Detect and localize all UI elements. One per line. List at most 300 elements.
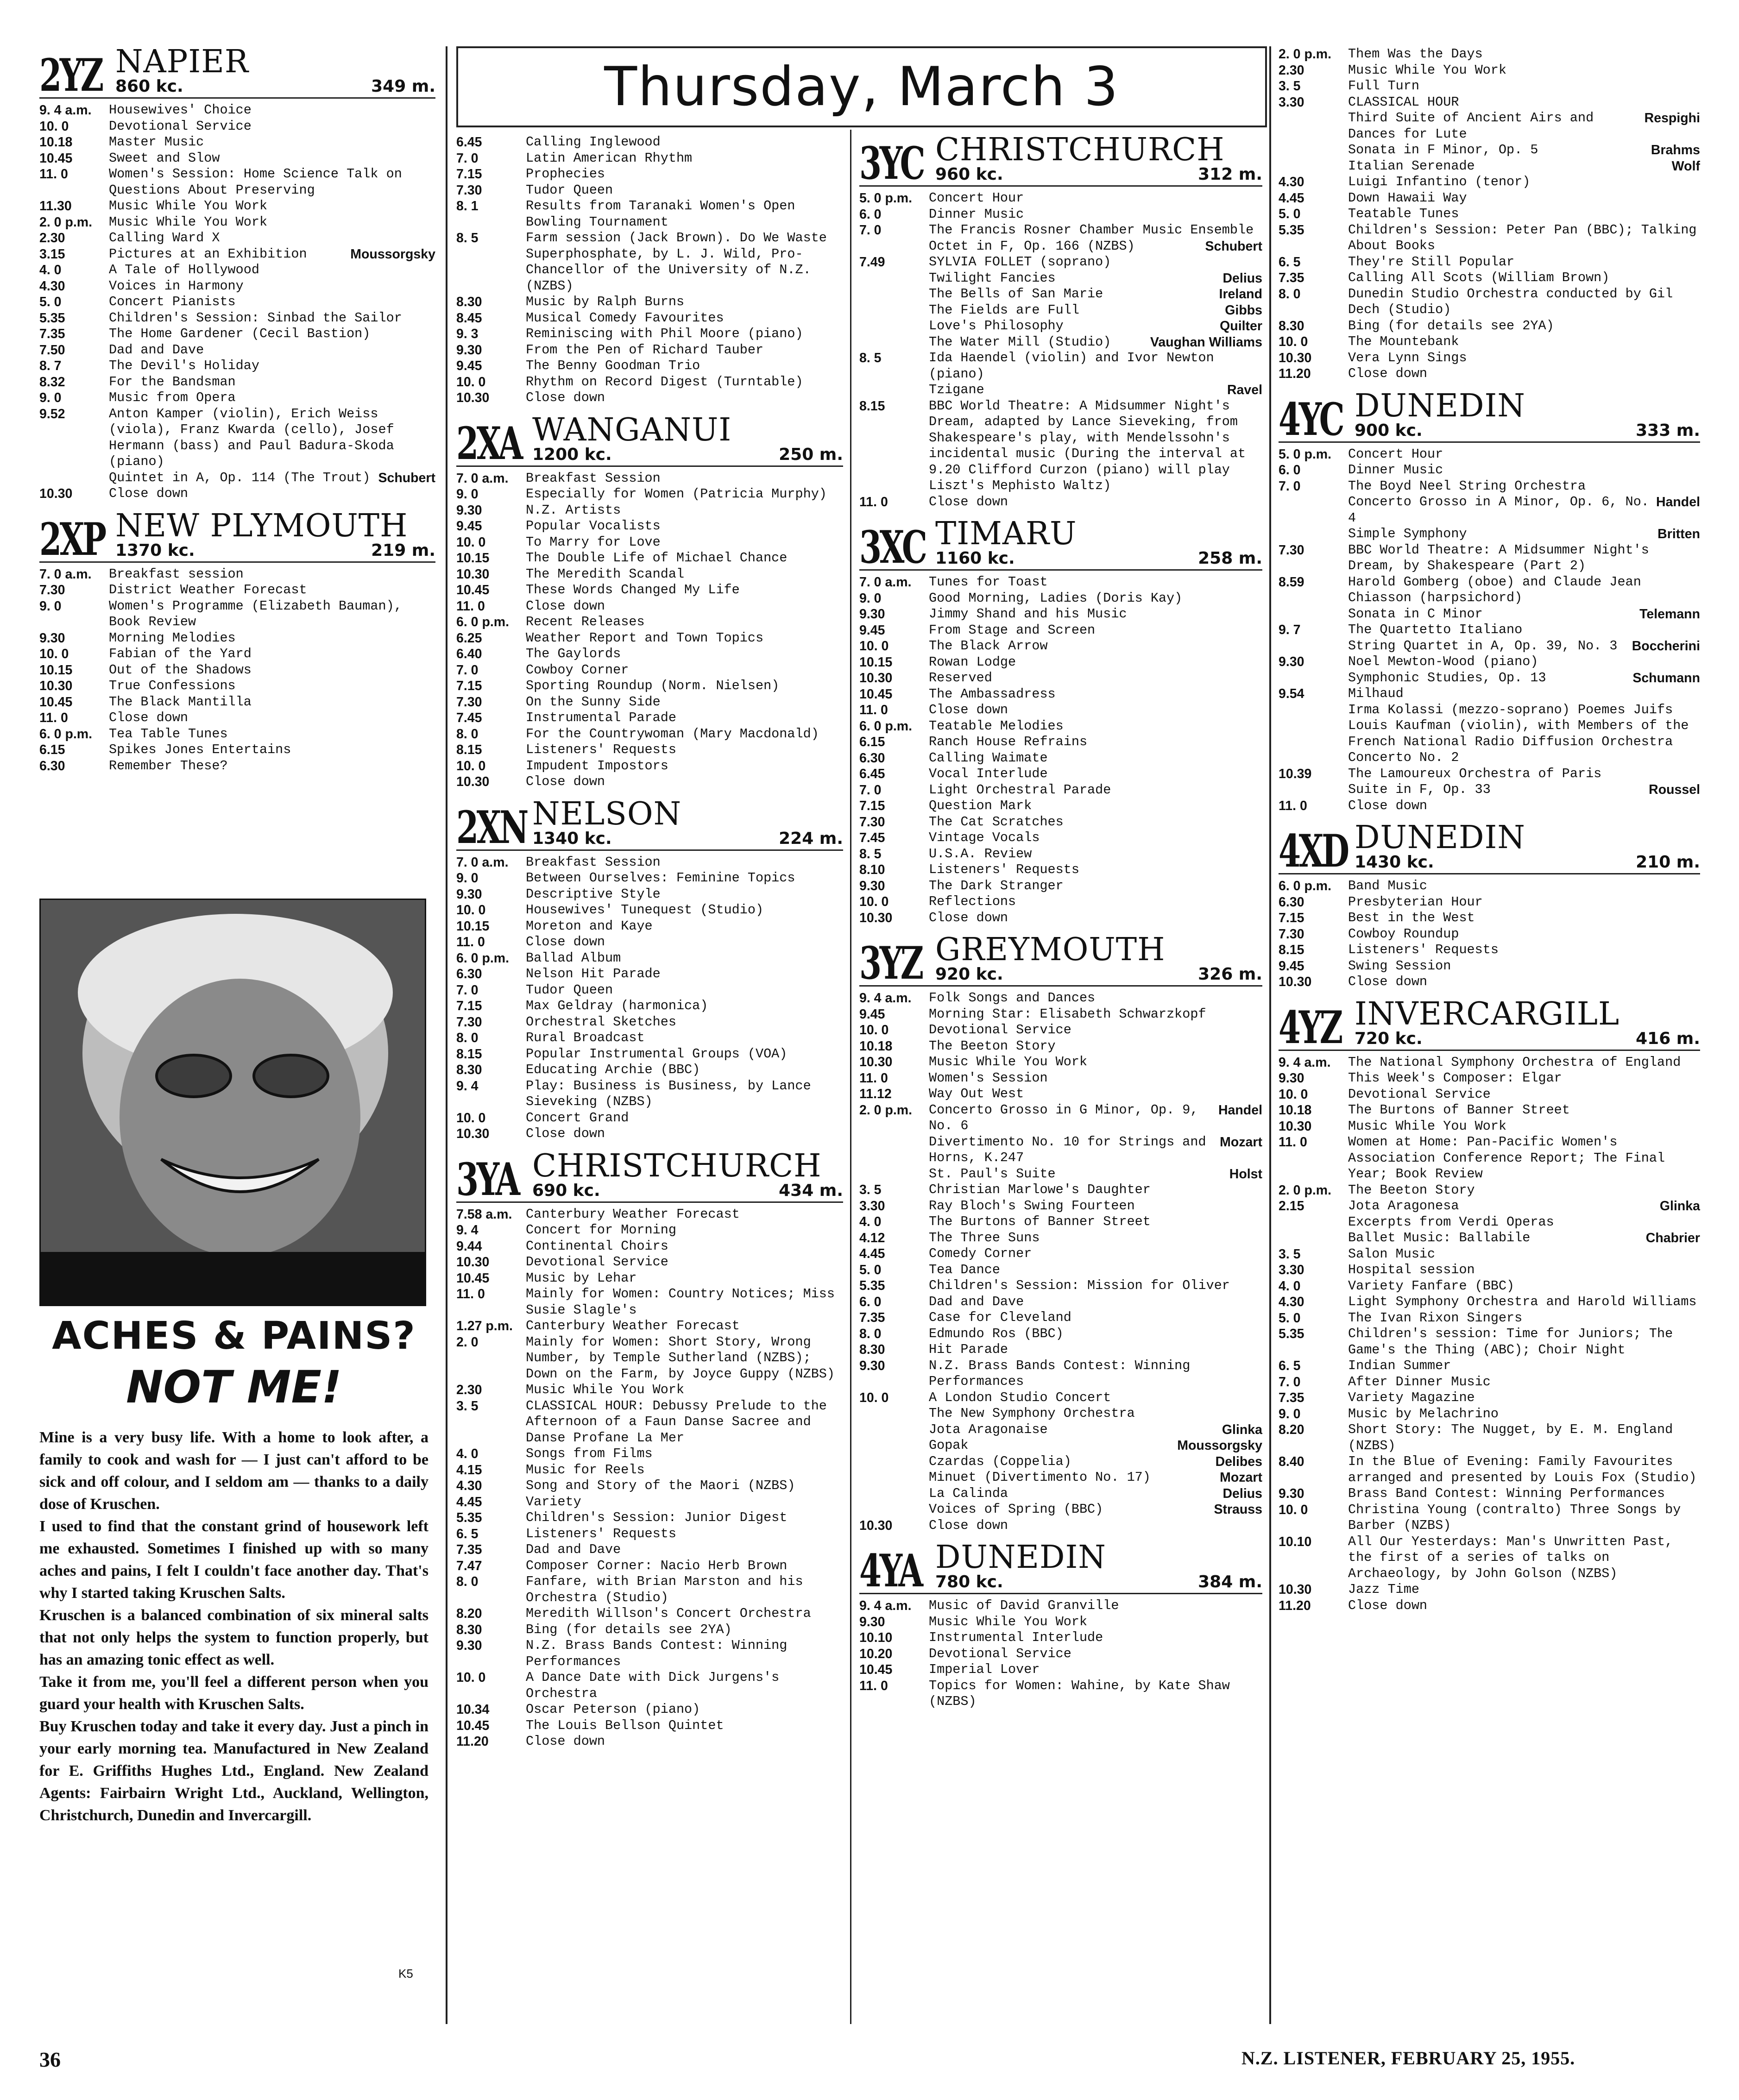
program-title: Sporting Roundup (Norm. Nielsen) [526, 678, 780, 693]
program-listing [1279, 766, 1700, 782]
column-4 [1279, 46, 1700, 1622]
program-time: 9.30 [456, 887, 482, 902]
program-time: 9.30 [456, 503, 482, 518]
program-time: 7.30 [456, 182, 482, 198]
program-time: 10.18 [39, 135, 73, 150]
program-listing [39, 390, 435, 406]
program-title: Teatable Melodies [929, 718, 1064, 734]
station-kilocycles: 690 kc. [532, 1181, 600, 1200]
station-callsign: 3XC [859, 521, 926, 573]
program-time: 4. 0 [39, 263, 62, 277]
program-listing [859, 1470, 1262, 1486]
program-title: Suite in F, Op. 33 [1348, 782, 1491, 797]
program-title: Down Hawaii Way [1348, 190, 1467, 206]
program-time [859, 382, 929, 398]
program-title: String Quartet in A, Op. 39, No. 3 [1348, 638, 1618, 654]
program-title: The National Symphony Orchestra of England [1348, 1054, 1681, 1070]
program-time: 7. 0 [859, 782, 882, 798]
program-time: 7.47 [456, 1558, 482, 1573]
program-title: Twilight Fancies [929, 270, 1056, 286]
program-composer: Schubert [378, 470, 435, 485]
program-title: Harold Gomberg (oboe) and Claude Jean Chiasson (harpsichord) [1348, 574, 1641, 605]
station-callsign: 4YA [859, 1545, 921, 1597]
program-time: 6.45 [456, 135, 482, 150]
station-new-plymouth [39, 507, 435, 774]
program-time: 9. 4 a.m. [39, 103, 92, 118]
program-composer: Chabrier [1645, 1231, 1700, 1245]
program-time: 4.45 [456, 1494, 482, 1509]
program-title: The Water Mill (Studio) [929, 334, 1111, 350]
program-listing [1279, 526, 1700, 542]
program-time: 9. 4 [456, 1078, 479, 1094]
program-title: Dad and Dave [109, 342, 204, 358]
program-listing [859, 1182, 1262, 1198]
program-title: Band Music [1348, 878, 1428, 893]
program-time: 5.35 [456, 1510, 482, 1525]
program-time: 8.20 [1279, 1422, 1304, 1437]
program-title: Ballad Album [526, 950, 621, 966]
program-title: Variety [526, 1494, 581, 1509]
program-time: 7. 0 a.m. [456, 855, 509, 870]
program-composer: Gibbs [1225, 302, 1262, 318]
program-title: Case for Cleveland [929, 1310, 1071, 1325]
program-time: 10.30 [1279, 1119, 1312, 1134]
program-title: Third Suite of Ancient Airs and Dances for Lute [1348, 110, 1594, 142]
program-time: 10.15 [456, 551, 490, 566]
program-time [859, 239, 929, 255]
program-time: 10.30 [456, 390, 490, 405]
program-title: Instrumental Interlude [929, 1630, 1103, 1645]
program-listing [859, 814, 1262, 830]
station-callsign: 4YZ [1279, 1001, 1341, 1054]
program-time [1279, 494, 1348, 526]
program-time: 9.30 [456, 1638, 482, 1653]
program-title: Christian Marlowe's Daughter [929, 1182, 1151, 1197]
program-title: Full Turn [1348, 78, 1419, 94]
station-wavelength: 224 m. [779, 829, 843, 848]
program-time: 10.10 [859, 1630, 893, 1645]
program-listing [1279, 1422, 1700, 1454]
program-time: 9.52 [39, 406, 65, 421]
program-time: 7.30 [39, 583, 65, 597]
program-time: 10.34 [456, 1702, 490, 1717]
program-time: 5. 0 [859, 1262, 882, 1277]
station-callsign: 3YA [456, 1153, 518, 1206]
station-kilocycles: 1430 kc. [1355, 853, 1434, 872]
station-dunedin-4yc [1279, 387, 1700, 814]
program-listing [859, 702, 1262, 718]
program-listing [859, 286, 1262, 302]
station-christchurch-continued [1279, 46, 1700, 382]
station-callsign: 2XP [39, 513, 105, 566]
program-time: 7.50 [39, 342, 65, 358]
program-listing [859, 894, 1262, 910]
program-title: Variety Magazine [1348, 1390, 1475, 1405]
program-title: Dinner Music [929, 206, 1024, 222]
program-listing [1279, 622, 1700, 638]
program-time: 8.30 [456, 1063, 482, 1077]
program-title: Hit Parade [929, 1342, 1008, 1357]
program-time: 2. 0 p.m. [1279, 47, 1332, 62]
program-listing [456, 518, 843, 534]
program-title: Edmundo Ros (BBC) [929, 1326, 1064, 1341]
program-time: 10. 0 [456, 534, 486, 550]
program-listing [1279, 798, 1700, 814]
program-time: 10.18 [1279, 1103, 1312, 1118]
program-time [1279, 526, 1348, 542]
program-title: Music While You Work [1348, 62, 1507, 78]
program-time: 9.45 [456, 358, 482, 373]
program-title: The Meredith Scandal [526, 566, 685, 582]
program-listing [859, 1262, 1262, 1278]
program-time [39, 470, 109, 486]
station-name: DUNEDIN [1355, 387, 1525, 424]
station-wavelength: 250 m. [779, 445, 843, 464]
program-listing [859, 591, 1262, 607]
program-title: Close down [526, 934, 605, 949]
program-time [859, 302, 929, 319]
program-time: 8. 0 [1279, 286, 1301, 302]
program-title: Music for Reels [526, 1462, 645, 1478]
program-listing [456, 503, 843, 519]
program-listing [859, 494, 1262, 510]
program-listing [456, 358, 843, 374]
program-listing [39, 374, 435, 390]
program-title: Music While You Work [109, 198, 268, 214]
program-listing [39, 166, 435, 198]
program-time: 6.30 [859, 750, 885, 766]
program-listing [1279, 1310, 1700, 1327]
program-listing [859, 239, 1262, 255]
program-time: 10. 0 [39, 647, 69, 661]
program-title: La Calinda [929, 1485, 1008, 1501]
program-title: Breakfast Session [526, 854, 661, 870]
program-title: Cowboy Corner [526, 662, 629, 678]
program-time: 5. 0 p.m. [859, 191, 913, 206]
program-listing [456, 998, 843, 1014]
program-title: Canterbury Weather Forecast [526, 1318, 740, 1333]
program-listing [456, 1638, 843, 1670]
program-composer: Delibes [1215, 1454, 1262, 1469]
program-title: They're Still Popular [1348, 254, 1515, 270]
program-time [859, 1486, 929, 1502]
program-time: 2. 0 p.m. [1279, 1182, 1332, 1198]
program-title: Close down [929, 494, 1008, 509]
program-time: 6.40 [456, 647, 482, 661]
program-time: 3. 5 [1279, 1246, 1301, 1262]
program-listing [1279, 958, 1700, 975]
program-time: 7.15 [1279, 911, 1304, 925]
program-title: Morning Melodies [109, 630, 236, 646]
program-title: Divertimento No. 10 for Strings and Horns, K.247 [929, 1134, 1206, 1165]
program-listing [456, 758, 843, 774]
ad-paragraph: Mine is a very busy life. With a home to look after, a family to cook and wash for — I just can't afford to be sick and off colour, and I seldom am — thanks to a daily dose of Kruschen. [39, 1429, 428, 1513]
program-composer: Ireland [1219, 287, 1262, 302]
program-title: Fabian of the Yard [109, 646, 252, 661]
station-frequency-row [935, 966, 1262, 983]
program-time: 8.15 [456, 1046, 482, 1062]
station-wavelength: 349 m. [371, 77, 435, 96]
program-listing [1279, 174, 1700, 190]
program-listing [39, 278, 435, 295]
program-composer: Roussel [1649, 782, 1700, 797]
program-listing [1279, 78, 1700, 94]
program-listing [1279, 1102, 1700, 1119]
program-time: 10.30 [456, 774, 490, 789]
program-time: 9. 3 [456, 327, 479, 341]
program-time: 7.35 [1279, 1390, 1304, 1405]
program-listing [859, 622, 1262, 639]
program-listing [859, 222, 1262, 239]
program-title: The Three Suns [929, 1230, 1040, 1245]
program-title: Latin American Rhythm [526, 150, 693, 166]
program-composer: Brahms [1651, 143, 1700, 157]
program-listing [39, 566, 435, 583]
program-listing [456, 1222, 843, 1239]
program-time: 8.30 [456, 1622, 482, 1637]
program-time: 9.44 [456, 1239, 482, 1254]
program-time: 10. 0 [1279, 1502, 1308, 1517]
program-composer: Holst [1229, 1166, 1262, 1182]
program-time [1279, 1230, 1348, 1246]
program-listing [859, 1070, 1262, 1087]
program-listing [456, 1718, 843, 1734]
program-title: Prophecies [526, 166, 605, 182]
station-callsign: 4YC [1279, 393, 1343, 446]
program-listing [39, 262, 435, 278]
station-frequency-row [935, 1573, 1262, 1591]
program-time: 1.27 p.m. [456, 1319, 513, 1333]
program-listing [39, 119, 435, 135]
program-listing [859, 1166, 1262, 1182]
program-composer: Strauss [1214, 1502, 1262, 1517]
program-time: 4.15 [456, 1462, 482, 1478]
program-listing [859, 318, 1262, 334]
masthead-footer: N.Z. LISTENER, FEBRUARY 25, 1955. [1241, 2048, 1575, 2069]
program-listing [859, 207, 1262, 223]
program-time: 8.30 [1279, 318, 1304, 333]
program-title: Songs from Films [526, 1446, 653, 1461]
program-time: 10.30 [859, 1518, 893, 1533]
station-wavelength: 210 m. [1636, 853, 1700, 872]
program-listing [456, 1622, 843, 1638]
program-listing [456, 1542, 843, 1558]
program-title: SYLVIA FOLLET (soprano) [929, 254, 1111, 270]
program-title: The Ivan Rixon Singers [1348, 1310, 1523, 1326]
station-christchurch-3yc [859, 134, 1262, 510]
program-time: 6.25 [456, 630, 482, 646]
program-title: A London Studio Concert [929, 1390, 1111, 1405]
program-title: Listeners' Requests [526, 1526, 676, 1541]
program-title: The Double Life of Michael Chance [526, 550, 788, 566]
program-listing [1279, 1598, 1700, 1614]
program-time: 2.30 [39, 231, 65, 245]
program-title: Concerto Grosso in A Minor, Op. 6, No. 4 [1348, 494, 1649, 526]
station-title-block [532, 1147, 843, 1200]
program-listing [456, 550, 843, 566]
program-listing [1279, 1119, 1700, 1135]
program-title: Morning Star: Elisabeth Schwarzkopf [929, 1006, 1206, 1022]
station-kilocycles: 920 kc. [935, 965, 1003, 984]
ad-body [39, 1427, 428, 1827]
program-composer: Mozart [1220, 1470, 1262, 1485]
program-listing [456, 230, 843, 294]
column-divider [446, 46, 447, 2024]
program-listing [456, 1286, 843, 1318]
program-time: 7. 0 [456, 151, 479, 166]
program-title: Dad and Dave [526, 1542, 621, 1557]
program-title: Symphonic Studies, Op. 13 [1348, 670, 1546, 685]
program-listing [39, 726, 435, 742]
program-title: Close down [526, 390, 605, 405]
program-title: Composer Corner: Nacio Herb Brown [526, 1558, 788, 1573]
program-time: 8. 7 [39, 358, 62, 373]
program-listing [1279, 1486, 1700, 1502]
program-time: 10. 0 [39, 119, 69, 134]
program-title: Fanfare, with Brian Marston and his Orchestra (Studio) [526, 1574, 803, 1605]
program-composer: Handel [1656, 495, 1700, 509]
program-listing [1279, 1262, 1700, 1278]
program-time: 6. 0 [1279, 463, 1301, 478]
station-name: CHRISTCHURCH [532, 1147, 822, 1184]
program-listing [859, 718, 1262, 735]
program-time: 10. 0 [456, 1670, 486, 1685]
program-listing [859, 1038, 1262, 1055]
station-wavelength: 326 m. [1198, 965, 1262, 984]
program-time: 6. 0 p.m. [39, 726, 93, 742]
program-listing [859, 254, 1262, 270]
program-listing [456, 1606, 843, 1622]
program-time: 10.15 [456, 918, 490, 934]
program-listing [456, 1318, 843, 1334]
program-time: 7. 0 [456, 982, 479, 998]
station-header [1279, 995, 1700, 1054]
program-time: 8.20 [456, 1606, 482, 1621]
program-listing [39, 598, 435, 630]
program-time: 5.35 [1279, 1327, 1304, 1341]
program-time: 10.39 [1279, 766, 1312, 781]
program-listing [1279, 1358, 1700, 1374]
program-title: Sonata in F Minor, Op. 5 [1348, 142, 1538, 157]
program-time: 9. 0 [456, 871, 479, 886]
program-time: 6.15 [859, 735, 885, 749]
station-callsign: 3YC [859, 137, 924, 189]
program-title: Good Morning, Ladies (Doris Kay) [929, 590, 1183, 606]
station-christchurch-3ya [456, 1147, 843, 1750]
station-napier [39, 46, 435, 502]
program-listing [859, 1086, 1262, 1102]
station-callsign: 4XD [1279, 825, 1348, 877]
program-time: 8.15 [1279, 943, 1304, 957]
program-time: 8.10 [859, 862, 885, 877]
program-title: Imperial Lover [929, 1662, 1040, 1677]
program-time [859, 270, 929, 287]
program-title: Play: Business is Business, by Lance Sieveking (NZBS) [526, 1078, 811, 1109]
program-title: Educating Archie (BBC) [526, 1062, 700, 1077]
station-name: NELSON [532, 795, 682, 832]
program-listing [859, 910, 1262, 926]
program-title: Vintage Vocals [929, 830, 1040, 845]
program-listing [456, 1494, 843, 1510]
program-time: 8.40 [1279, 1454, 1304, 1469]
program-time: 4.45 [859, 1246, 885, 1261]
program-title: Swing Session [1348, 958, 1451, 974]
station-header [1279, 819, 1700, 877]
program-listing [456, 294, 843, 310]
program-time: 9. 7 [1279, 622, 1301, 637]
program-listing [1279, 654, 1700, 670]
program-listing [1279, 190, 1700, 207]
program-listing [859, 654, 1262, 671]
station-wavelength: 333 m. [1636, 421, 1700, 440]
program-title: A Tale of Hollywood [109, 262, 259, 277]
program-time [859, 286, 929, 302]
program-time [1279, 1214, 1348, 1231]
program-listing [456, 1574, 843, 1606]
program-title: Women at Home: Pan-Pacific Women's Association Conference Report; The Final Year; Book Review [1348, 1134, 1665, 1182]
program-title: Between Ourselves: Feminine Topics [526, 870, 795, 886]
station-header [859, 134, 1262, 187]
program-listing [1279, 1406, 1700, 1422]
program-listing [456, 630, 843, 647]
program-title: Concerto Grosso in G Minor, Op. 9, No. 6 [929, 1102, 1198, 1133]
program-time: 9.30 [1279, 1071, 1304, 1086]
program-title: Spikes Jones Entertains [109, 742, 291, 757]
program-title: All Our Yesterdays: Man's Unwritten Past, the first of a series of talks on Archaeology, by John Golson (NZBS) [1348, 1534, 1673, 1581]
program-listing [1279, 270, 1700, 286]
program-title: The Burtons of Banner Street [929, 1214, 1151, 1229]
ad-paragraph: Kruschen is a balanced combination of six mineral salts that not only helps the system to function properly, but has an amazing tonic effect as well. [39, 1607, 428, 1668]
program-listing [39, 630, 435, 647]
program-listing [859, 1390, 1262, 1406]
column-3 [859, 134, 1262, 1718]
program-listing [456, 710, 843, 726]
station-wavelength: 258 m. [1198, 549, 1262, 568]
program-listing [859, 1406, 1262, 1422]
program-title: The Devil's Holiday [109, 358, 259, 373]
program-title: The New Symphony Orchestra [929, 1406, 1135, 1421]
program-title: Concert Grand [526, 1110, 629, 1125]
program-time: 10.20 [859, 1646, 893, 1661]
program-listing [456, 310, 843, 327]
program-listing [859, 1662, 1262, 1678]
program-listing [456, 1526, 843, 1542]
program-title: Best in the West [1348, 910, 1475, 925]
program-time: 9.30 [39, 630, 65, 646]
program-listing [859, 1326, 1262, 1342]
program-listing [1279, 286, 1700, 318]
program-title: Tudor Queen [526, 182, 613, 198]
program-title: Listeners' Requests [929, 862, 1079, 877]
program-listing [859, 798, 1262, 814]
program-title: N.Z. Brass Bands Contest: Winning Performances [929, 1358, 1191, 1389]
program-time: 3.15 [39, 246, 65, 262]
program-time [1279, 110, 1348, 142]
program-title: Children's Session: Sinbad the Sailor [109, 310, 402, 326]
program-listing [1279, 446, 1700, 463]
program-time: 4.30 [1279, 1295, 1304, 1309]
program-listing [859, 1630, 1262, 1646]
program-listing [859, 782, 1262, 799]
program-time: 8.45 [456, 310, 482, 326]
station-dunedin-4xd [1279, 819, 1700, 990]
program-time [859, 1422, 929, 1438]
program-time: 11. 0 [859, 1678, 888, 1693]
program-title: Music While You Work [1348, 1118, 1507, 1134]
program-listing [1279, 1374, 1700, 1390]
program-time: 8. 1 [456, 199, 479, 214]
program-listing [456, 1046, 843, 1063]
